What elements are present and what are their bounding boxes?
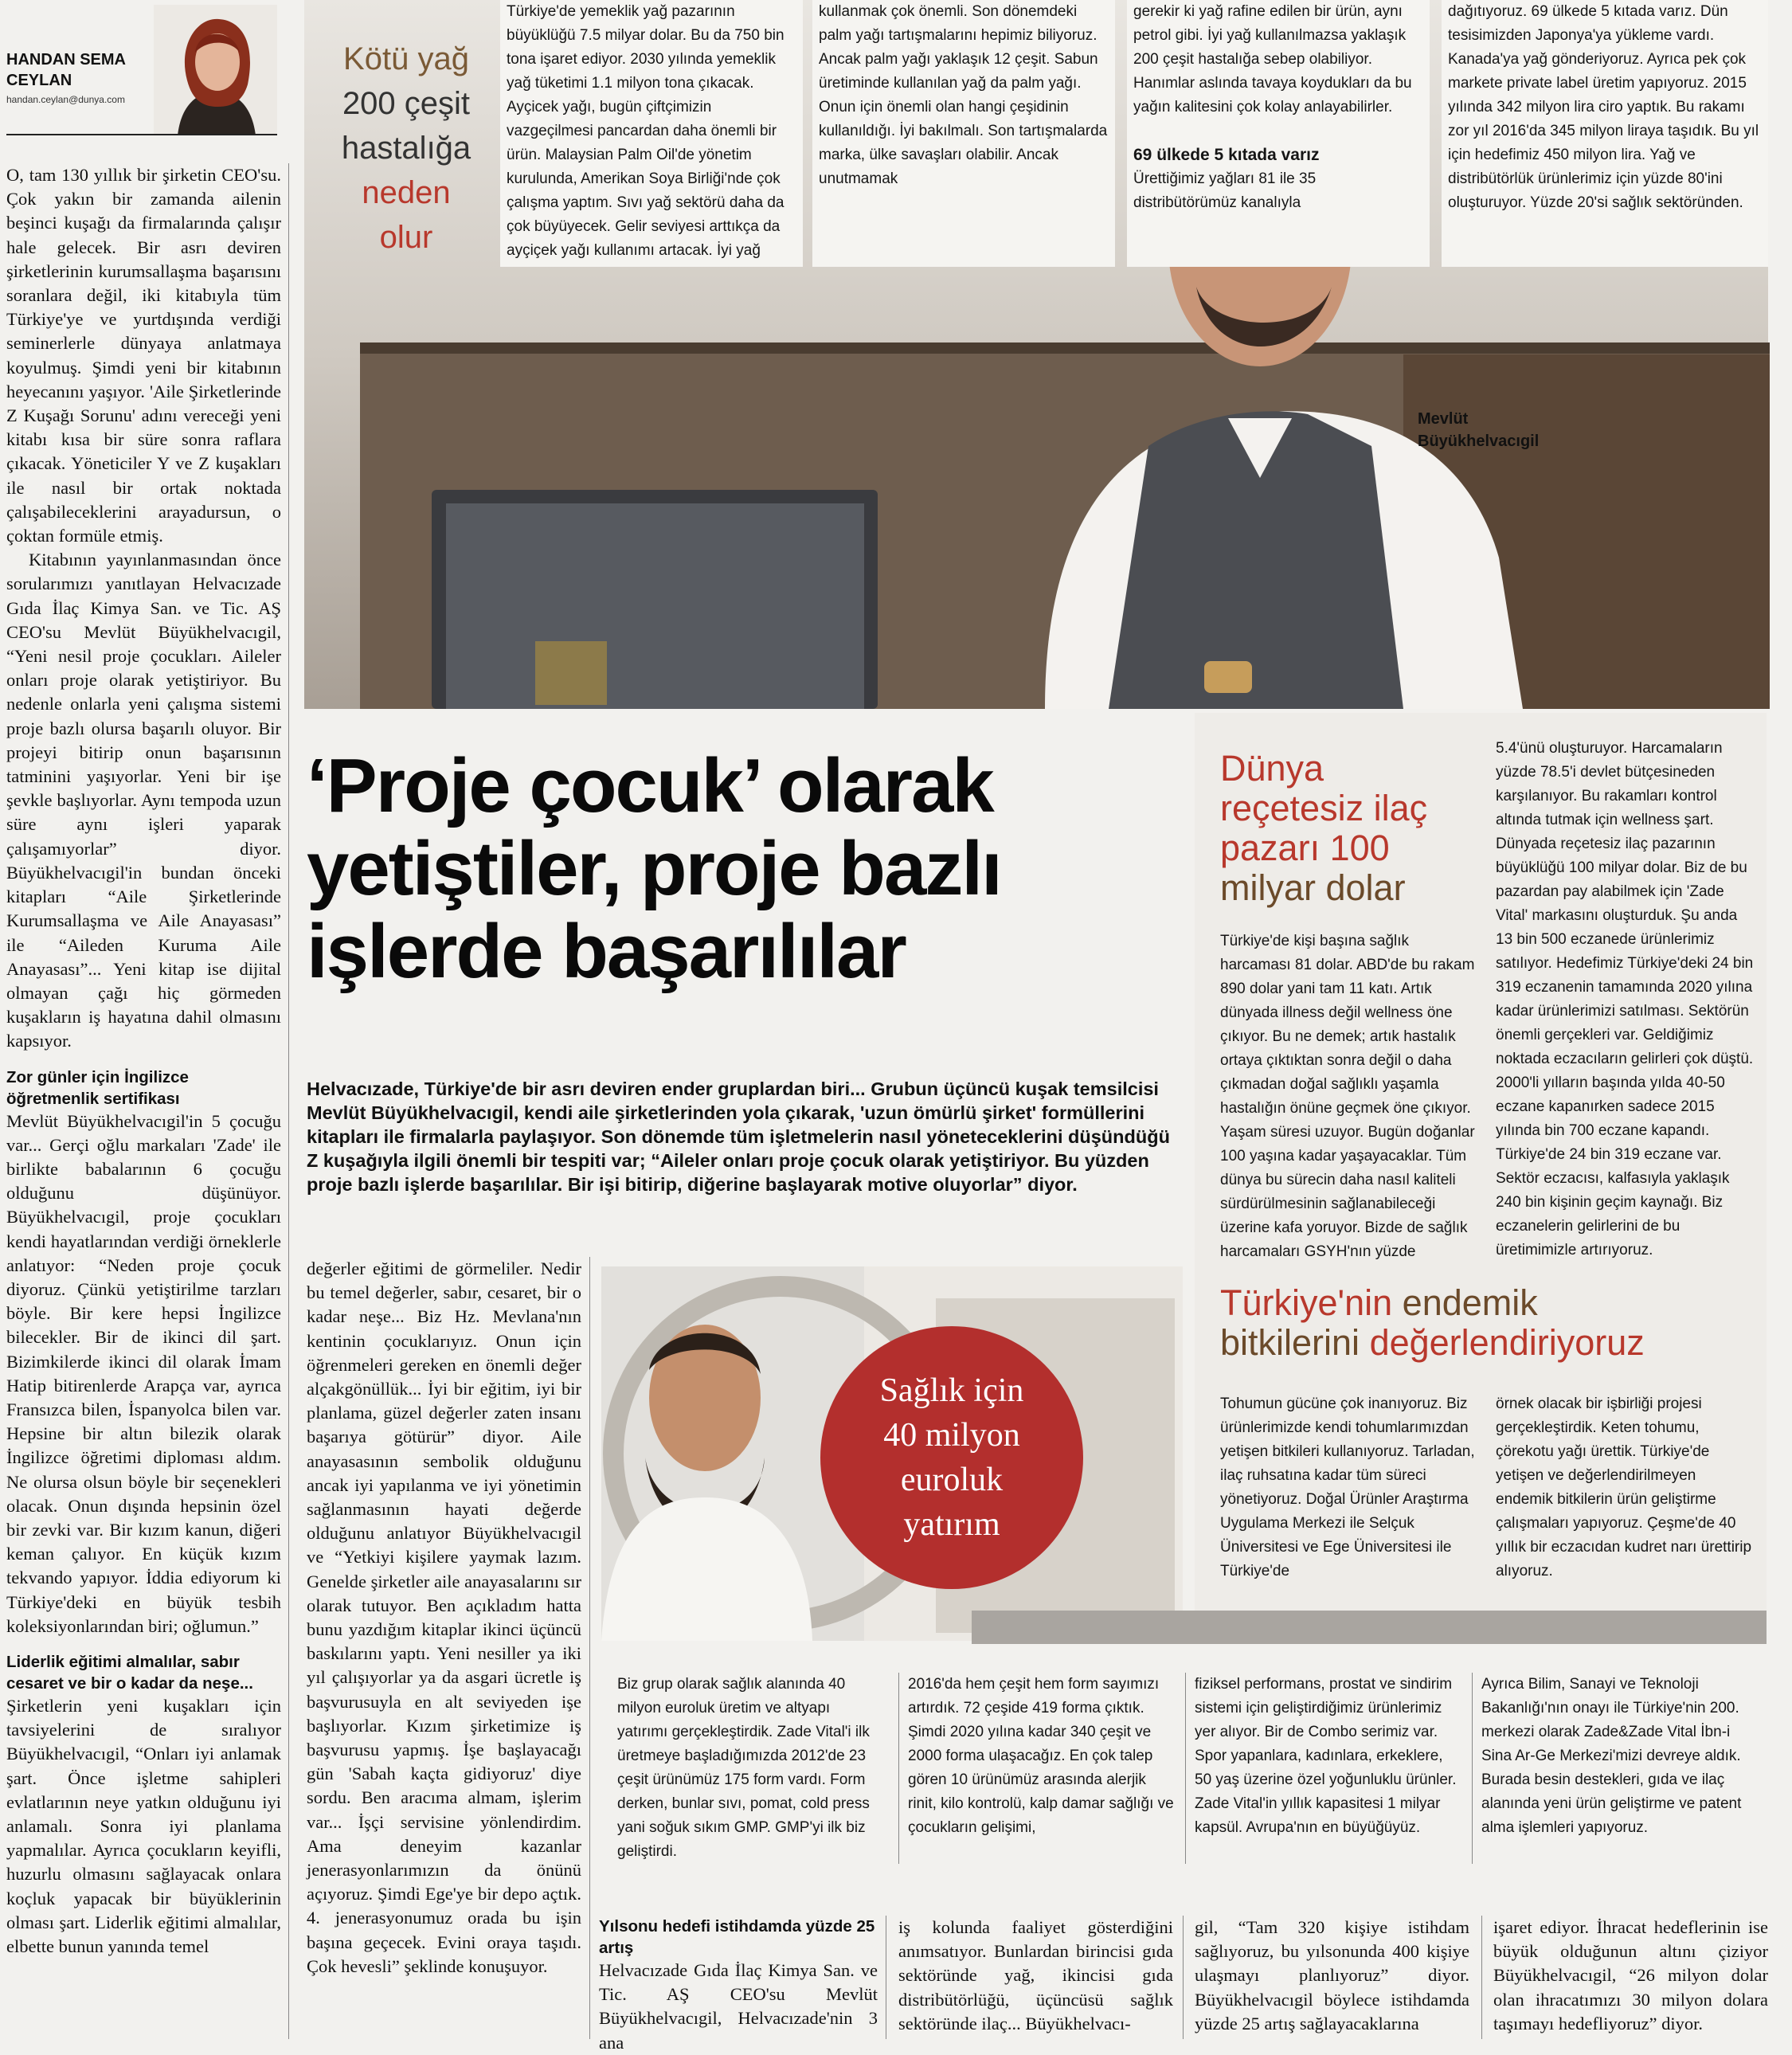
bottom-col-4	[1493, 1916, 1768, 2039]
top-col-text: gerekir ki yağ rafine edilen bir ürün, aynı petrol gibi. İyi yağ kullanılmazsa yaklaşık 200 çeşit hastalığa sebep olabiliyor. Hanımlar aslında tavaya koydukları da bu yağın kalitesini çok kolay anlayabilirler.	[1133, 3, 1412, 115]
column-divider	[589, 1257, 590, 2039]
body-paragraph: Kitabının yayınlanmasından önce sorularımızı yanıtlayan Helvacızade Gıda İlaç Kimya San. ve Tic. AŞ CEO'su Mevlüt Büyükhelvacıgil, “Yeni nesil proje çocukları. Aileler onları proje olarak yetiştiriyor. Bu nedenle onlarla yeni çalışma sistemi proje bazlı olursa başarılı oluyor. Bir projeyi bitirip onun başarısının tatminini yaşıyorlar. Yeni bir işe şevkle başlıyorlar. Aynı tempoda uzun süre aynı işleri yaparak çalışamıyorlar” diyor. Büyükhelvacıgil'in bundan önceki kitapları “Aile Şirketlerinde Kurumsallaşma ve Aile Anayasası” ile “Aileden Kuruma Aile Anayasası”... Yeni kitap ise dijital olmayan çağı hiç görmeden kuşakların iş hayatına dahil olmasını kapsıyor.	[6, 550, 281, 1051]
box-title-part: pazarı 100	[1220, 828, 1390, 868]
box-title-part: bitkilerini	[1220, 1322, 1370, 1363]
lower-text: Ayrıca Bilim, Sanayi ve Teknoloji Bakanlığı'nın onayı ile Türkiye'nin 200. merkezi olarak Zade&Zade Vital İbn-i Sina Ar-Ge Merkezi'mizi devreye aldık. Burada besin destekleri, gıda ve ilaç alanında yeni ürün geliştirme ve patent alma işlemleri yapıyoruz.	[1481, 1676, 1742, 1836]
top-col-3	[1127, 0, 1430, 267]
column-divider	[1185, 1673, 1186, 1864]
body-paragraph: O, tam 130 yıllık bir şirketin CEO'su. Çok yakın bir zamanda ailenin beşinci kuşağı da firmalarında çalışır hale gelecek. Bir asrı deviren şirketlerinin kurumsallaşma başarısını soranlara değil, iki kitabıyla tüm Türkiye'ye ve yurtdışında verdiği seminerlerle dünyaya anlatmaya koyulmuş. Şimdi yeni bir kitabının heyecanını yaşıyor. 'Aile Şirketlerinde Z Kuşağı Sorunu' adını vereceği yeni kitabı kısa bir süre sonra raflara çıkacak. Yöneticiler Y ve Z kuşakları ile nasıl bir ortak noktada çalışabileceklerini arayadursun, o çoktan formüle etmiş.	[6, 165, 281, 546]
photo-caption-line: Mevlüt	[1418, 410, 1469, 428]
top-col-4	[1442, 0, 1768, 267]
photo-caption	[1418, 408, 1601, 452]
box-title-line: milyar dolar	[1220, 867, 1406, 908]
top-col-2	[812, 0, 1115, 267]
pullquote-circle	[820, 1326, 1083, 1589]
column-divider	[898, 1673, 899, 1864]
sidebar-box	[1195, 713, 1767, 1637]
column-divider	[1472, 1673, 1473, 1864]
box-title-part: değerlendiriyoruz	[1369, 1322, 1645, 1363]
pullquote-line: euroluk	[900, 1462, 1004, 1498]
box-title-line	[1220, 828, 1459, 868]
body-paragraph: Şirketlerin yeni kuşakları için tavsiyelerini de sıralıyor Büyükhelvacıgil, “Onları iyi anlamak şart. Önce işletme sahipleri evlatlarının neye yatkın olduğunu iyi anlamalı. Sonra iyi planlama yapmalılar. Ayrıca çocukların keyifli, huzurlu olmasını sağlayacak onlara koçluk yapacak bir büyüklerinin olması şart. Liderlik eğitimi almalılar, elbette bunun yanında temel	[6, 1695, 281, 1957]
top-col-subhead: 69 ülkede 5 kıtada varız	[1133, 146, 1320, 164]
top-col-text: Türkiye'de yemeklik yağ pazarının büyüklüğü 7.5 milyar dolar. Bu da 750 bin tona işaret ediyor. 2030 yılında yemeklik yağ tüketimi 1.1 milyon tona çıkacak. Ayçicek yağı, bugün çiftçimizin vazgeçilmesi pancardan daha önemli bir ürün. Malaysian Palm Oil'de yönetim kurulunda, Amerikan Soya Birliği'nde çok çalışma yaptım. Sıvı yağ sektörü daha da çok büyüyecek. Gelir seviyesi arttıkça da ayçiçek yağı kullanımı artacak. İyi yağ	[507, 3, 784, 259]
author-header	[0, 0, 279, 139]
box-title-part: endemik	[1392, 1282, 1538, 1323]
box-title	[1220, 749, 1459, 908]
box-title-2	[1220, 1283, 1754, 1363]
box-text: örnek olacak bir işbirliği projesi gerçekleştirdik. Keten tohumu, çörekotu yağı ürettik. Türkiye'de yetişen ve değerlendirilmeyen endemik bitkilerin ürün geliştirme çalışmaları yapıyoruz. Çeşme'de 40 yıllık bir eczacıdan kudret narı ürettirip alıyoruz.	[1496, 1395, 1752, 1579]
box-text: Tohumun gücüne çok inanıyoruz. Biz ürünlerimizde kendi tohumlarımızdan yetişen bitkileri kullanıyoruz. Tarladan, ilaç ruhsatına kadar tüm süreci yönetiyoruz. Doğal Ürünler Araştırma Uygulama Merkezi ile Selçuk Üniversitesi ve Ege Üniversitesi ile Türkiye'de	[1220, 1395, 1475, 1579]
bottom-col-3	[1195, 1916, 1469, 2039]
box-text: 5.4'ünü oluşturuyor. Harcamaların yüzde 78.5'i devlet bütçesineden karşılanıyor. Bu rakamları kontrol altında tutmak için wellness şart. Dünyada reçetesiz ilaç pazarının büyüklüğü 100 milyar dolar. Biz de bu pazardan pay alabilmek için 'Zade Vital' markasını oluşturduk. Şu anda 13 bin 500 eczanede ürünlerimiz satılıyor. Hedefimiz Türkiye'deki 24 bin 319 eczanenin tamamında 2020 yılına kadar ürünlerimizi satılması. Sektörün önemli gerçekleri var. Geldiğimiz noktada eczacıların gelirleri çok düştü. 2000'li yılların başında yılda 40-50 eczane kapanırken sadece 2015 yılında bin 700 eczane kapandı. Türkiye'de 24 bin 319 eczane var. Sektör eczacısı, kalfasıyla yaklaşık 240 bin kişinin geçim kaynağı. Biz eczanelerin gelirlerini de bu üretimimizle artırıyoruz.	[1496, 740, 1754, 1258]
side-headline-line: olur	[379, 220, 433, 255]
box-text: Türkiye'de kişi başına sağlık harcaması 81 dolar. ABD'de bu rakam 890 dolar yani tam 11 katı. Artık dünyada illness değil wellness öne çıkıyor. Bu ne demek; artık hastalık ortaya çıktıktan sonra değil o daha çıkmadan doğal sağlıklı yaşamla hastalığın önüne geçmek öne çıkıyor. Yaşam süresi uzuyor. Bugün doğanlar 100 yaşına kadar yaşayacaklar. Tüm dünya bu sürecin daha nasıl kaliteli sürdürülmesinin sağlanabileceği üzerine kafa yoruyor. Bizde de sağlık harcamaları GSYH'nın yüzde	[1220, 933, 1475, 1260]
top-col-1	[500, 0, 803, 267]
lead-text: Helvacızade, Türkiye'de bir asrı deviren ender gruplardan biri... Grubun üçüncü kuşak temsilcisi Mevlüt Büyükhelvacıgil, kendi aile şirketlerinden yola çıkarak, 'uzun ömürlü şirket' formüllerini kitapları ile firmalarla paylaşıyor. Son dönemde tüm işletmelerin nasıl yöneteceklerini düşündüğü Z kuşağıyla ilgili önemli bir tespiti var; “Aileler onları proje çocuk olarak yetiştiriyor. Bu yüzden proje bazlı işlerde başarılılar. Bir işi bitirip, diğerine başlayarak motive oluyorlar” diyor.	[307, 1078, 1170, 1195]
column-divider	[1183, 1916, 1184, 2039]
subheading: Zor günler için İngilizce öğretmenlik sertifikası	[6, 1067, 189, 1108]
lower-col-4	[1481, 1673, 1760, 1864]
bottom-col-2	[898, 1916, 1173, 2039]
box-col-3	[1220, 1392, 1479, 1583]
body-paragraph: Mevlüt Büyükhelvacıgil'in 5 çocuğu var... Gerçi oğlu markaları 'Zade' ile birlikte babalarının 6 çocuğu olduğunu düşünüyor. Büyükhelvacıgil, proje çocukları kendi hayatlarından verdiği örneklerle anlatıyor: “Neden proje çocuk diyoruz. Çünkü yetiştirilme tarzları böyle. Bir kere hepsi İngilizce bilecekler. Bir de ikinci dil şart. Bizimkilerde ikinci dil olarak İmam Hatip bitirenlerde Arapça var, ayrıca Fransızca bilen, İspanyolca bilen var. Hepsine bir altın bilezik olarak İngilizce öğretimi diploması aldım. Ne olursa olsun böyle bir seçenekleri olacak. Onun dışında hepsinin özel bir zevki var. Bir kızım kanun, diğeri keman çalıyor. En küçük kızım tekvando yapıyor. İddia ediyorum ki Türkiye'deki en büyük tesbih koleksiyonlarından biri; oğlumun.”	[6, 1110, 281, 1636]
lower-col-2	[908, 1673, 1175, 1864]
body-paragraph: iş kolunda faaliyet gösterdiğini anımsatıyor. Bunlardan birincisi gıda sektöründe yağ, ikincisi gıda distribütörlüğü, üçüncüsü sağlık sektöründe ilaç... Büyükhelvacı-	[898, 1917, 1173, 2033]
column-divider	[1481, 1916, 1482, 2039]
box-col-1	[1220, 930, 1479, 1260]
pullquote-line: Sağlık için	[879, 1372, 1024, 1409]
author-email: handan.ceylan@dunya.com	[6, 94, 125, 105]
side-headline-line: 200 çeşit	[342, 86, 471, 121]
lower-text: 2016'da hem çeşit hem form sayımızı artırdık. 72 çeşide 419 forma çıktık. Şimdi 2020 yılına kadar 340 çeşit ve 2000 forma ulaşacağız. En çok talep gören 10 ürünümüz arasında alerjik rinit, kilo kontrolü, kalp damar sağlığı ve çocukların gelişimi,	[908, 1676, 1174, 1836]
box-title-line: reçetesiz ilaç	[1220, 788, 1428, 828]
body-paragraph: Helvacızade Gıda İlaç Kimya San. ve Tic. AŞ CEO'su Mevlüt Büyükhelvacıgil, Helvacızade'nin 3 ana	[599, 1960, 878, 2053]
pullquote-line: 40 milyon	[883, 1417, 1020, 1454]
lead	[307, 1077, 1175, 1244]
side-headline-line: Kötü yağ	[343, 41, 469, 76]
box-title-line: Dünya	[1220, 748, 1324, 789]
headline-line: işlerde başarılılar	[307, 909, 906, 994]
subheading: Liderlik eğitimi almalılar, sabır cesaret ve bir o kadar da neşe...	[6, 1652, 253, 1693]
side-headline	[304, 0, 495, 271]
lower-col-1	[617, 1673, 876, 1864]
side-headline-line: neden	[362, 175, 451, 210]
body-paragraph: değerler eğitimi de görmeliler. Nedir bu temel değerler, sabır, cesaret, bir o kadar neşe... Biz Hz. Mevlana'nın kentinin çocuklarıyız. Onun için öğrenmeleri gereken en önemli değer alçakgönüllük... İyi bir eğitim, iyi bir planlama, güzel değerler zaten insanı başarıya götürür” diyor. Aile anayasasının sembolik olduğunu ancak iyi yapılanma ve iyi yönetimin sağlanmasının hayati değerde olduğunu anlatıyor Büyükhelvacıgil ve “Yetkiyi kişilere yaymak lazım. Genelde şirketler aile anayasalarını sır olarak tutuyor. Ben açıkladım hatta bunu yazdığım kitaplar ikinci üçüncü baskılarını yaptı. Yeni nesiller ya iki yıl çalışıyorlar ya da asgari ücretle iş başvurusuyla en alt seviyeden işe başlıyorlar. Kızım şirketimize iş başvurusu yapmış. İşe başlayacağı gün 'Sabah kaçta gidiyoruz' diye sordu. Ben aracıma almam, işlerim var... İşçi servisine yönlendirdim. Ama deneyim kazanlar jenerasyonlarımızın da önünü açıyoruz. Şimdi Ege'ye bir depo açtık. 4. jenerasyonumuz orada bu işin başına geçecek. Evini oraya taşıdı. Çok hevesli” şeklinde konuşuyor.	[307, 1258, 581, 1976]
top-col-text: dağıtıyoruz. 69 ülkede 5 kıtada varız. Dün tesisimizden Japonya'ya yükleme vardı. Kanada'ya yağ gönderiyoruz. Ayrıca pek çok markete private label üretim yapıyoruz. 2015 yılında 342 milyon lira ciro yaptık. Bu rakamı zor yıl 2016'da 345 milyon liraya taşıdık. Bu yıl için hedefimiz 450 milyon lira. Yağ ve distribütörlük ürünlerimiz için yüzde 80'ini oluşturuyor. Yüzde 20'si sağlık sektöründen.	[1448, 3, 1759, 211]
subheading: Yılsonu hedefi istihdamda yüzde 25 artış	[599, 1917, 875, 1957]
headline-line: yetiştiler, proje bazlı	[307, 826, 1001, 911]
top-col-text: Ürettiğimiz yağları 81 ile 35 distribütörümüz kanalıyla	[1133, 170, 1317, 211]
headline-line: ‘Proje çocuk’ olarak	[307, 743, 993, 828]
top-col-text: kullanmak çok önemli. Son dönemdeki palm yağı tartışmalarını hepimiz biliyoruz. Ancak palm yağı yaklaşık 12 çeşit. Sabun üretiminde kullanılan yağ da palm yağı. Onun için önemli olan hangi çeşidinin kullanıldığı. İyi bakılmalı. Son tartışmalarda marka, ülke savaşları olabilir. Ancak unutmamak	[819, 3, 1108, 187]
author-name: HANDAN SEMA CEYLAN	[6, 51, 126, 89]
column-divider	[288, 163, 289, 2039]
pullquote-line: yatırım	[903, 1506, 1000, 1543]
box-title-part: Türkiye'nin	[1220, 1282, 1393, 1323]
box-col-4	[1496, 1392, 1755, 1583]
box-col-2	[1496, 737, 1755, 1258]
middle-column	[307, 1257, 581, 2039]
grey-band	[972, 1611, 1767, 1644]
body-paragraph: gil, “Tam 320 kişiye istihdam sağlıyoruz, bu yılsonunda 400 kişiye ulaşmayı planlıyoruz” diyor. Büyükhelvacıgil böylece istihdamda yüzde 25 artış sağlayacaklarına	[1195, 1917, 1469, 2033]
body-paragraph: işaret ediyor. İhracat hedeflerinin ise büyük olduğunun altını çiziyor Büyükhelvacıgil, “26 milyon dolar olan ihracatımızı 30 milyon dolara taşımayı hedefliyoruz” diyor.	[1493, 1917, 1768, 2033]
author-photo	[154, 5, 277, 135]
left-column	[6, 163, 281, 2039]
author-rule	[6, 134, 277, 135]
bottom-col-1	[599, 1916, 878, 2053]
headline	[307, 745, 1187, 1063]
lower-text: fiziksel performans, prostat ve sindirim sistemi için geliştirdiğimiz ürünlerimiz yer alıyor. Bir de Combo serimiz var. Spor yapanlara, kadınlara, erkeklere, 50 yaş üzerine özel yoğunluklu ürünler. Zade Vital'in yıllık kapasitesi 1 milyar kapsül. Avrupa'nın en büyüğüyüz.	[1195, 1676, 1457, 1836]
lower-text: Biz grup olarak sağlık alanında 40 milyon euroluk üretim ve altyapı yatırımı gerçekleştirdik. Zade Vital'i ilk üretmeye başladığımızda 2012'de 23 çeşit ürünümüz 175 form vardı. Form derken, bunlar sıvı, pomat, cold press yani soğuk sıkım GMP. GMP'yi ilk biz geliştirdi.	[617, 1676, 870, 1860]
photo-caption-line: Büyükhelvacıgil	[1418, 433, 1540, 450]
side-headline-line: hastalığa	[341, 131, 471, 166]
lower-col-3	[1195, 1673, 1461, 1864]
